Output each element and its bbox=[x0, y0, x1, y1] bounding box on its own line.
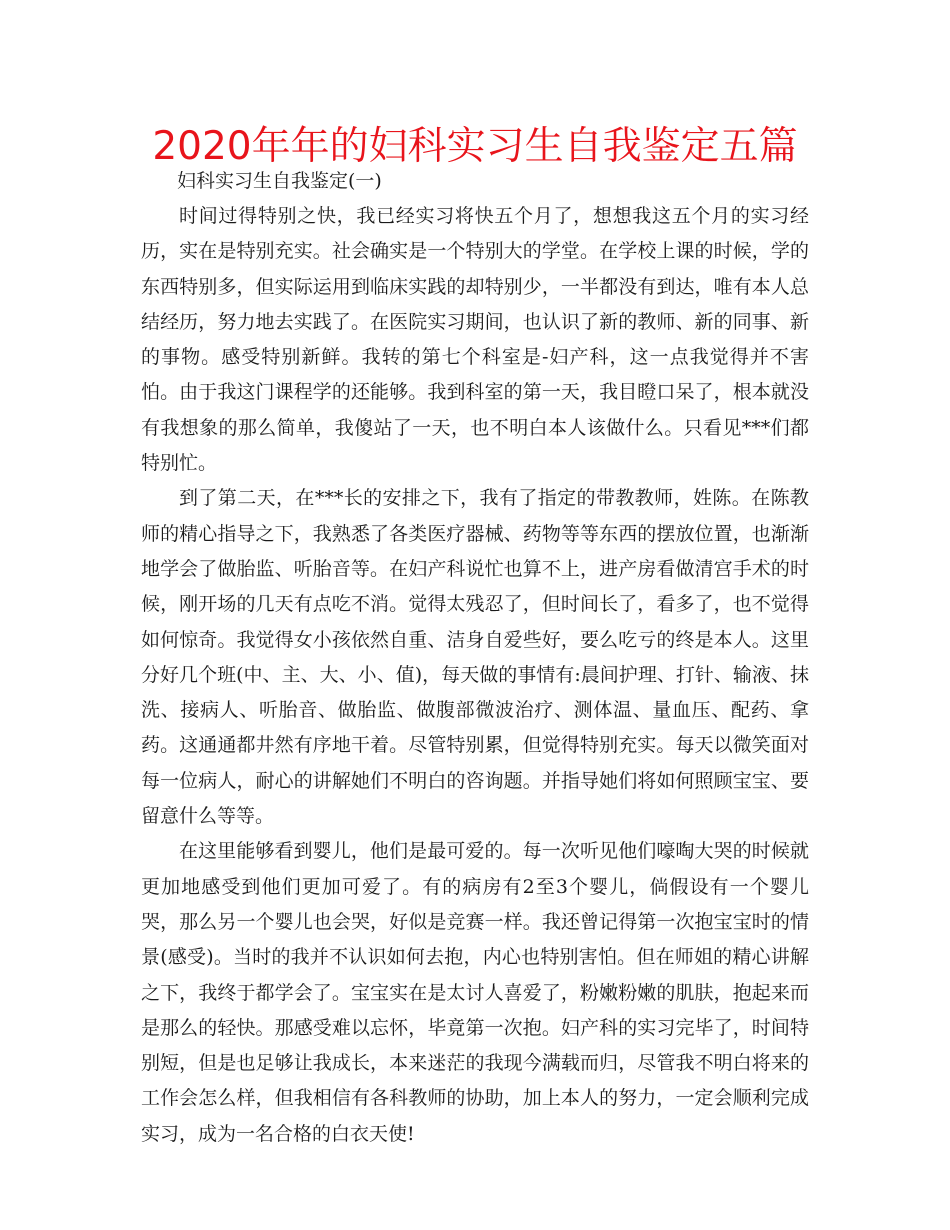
paragraph: 在这里能够看到婴儿，他们是最可爱的。每一次听见他们嚎啕大哭的时候就更加地感受到他们更加可爱了。有的病房有2至3个婴儿，倘假设有一个婴儿哭，那么另一个婴儿也会哭，好似是竞赛一样。我还曾记得第一次抱宝宝时的情景(感受)。当时的我并不认识如何去抱，内心也特别害怕。但在师姐的精心讲解之下，我终于都学会了。宝宝实在是太讨人喜爱了，粉嫩粉嫩的肌肤，抱起来而是那么的轻快。那感受难以忘怀，毕竟第一次抱。妇产科的实习完毕了，时间特别短，但是也足够让我成长，本来迷茫的我现今满载而归，尽管我不明白将来的工作会怎么样，但我相信有各科教师的协助，加上本人的努力，一定会顺利完成实习，成为一名合格的白衣天使! bbox=[141, 840, 809, 1145]
page-title: 2020年年的妇科实习生自我鉴定五篇 bbox=[152, 124, 798, 169]
document-body bbox=[141, 199, 809, 1152]
section-subtitle: 妇科实习生自我鉴定(一) bbox=[177, 170, 382, 192]
paragraph: 到了第二天，在***长的安排之下，我有了指定的带教教师，姓陈。在陈教师的精心指导之下，我熟悉了各类医疗器械、药物等等东西的摆放位置，也渐渐地学会了做胎监、听胎音等。在妇产科说忙也算不上，进产房看做清宫手术的时候，刚开场的几天有点吃不消。觉得太残忍了，但时间长了，看多了，也不觉得如何惊奇。我觉得女小孩依然自重、洁身自爱些好，要么吃亏的终是本人。这里分好几个班(中、主、大、小、值)，每天做的事情有:晨间护理、打针、输液、抹洗、接病人、听胎音、做胎监、做腹部微波治疗、测体温、量血压、配药、拿药。这通通都井然有序地干着。尽管特别累，但觉得特别充实。每天以微笑面对每一位病人，耐心的讲解她们不明白的咨询题。并指导她们将如何照顾宝宝、要留意什么等等。 bbox=[141, 487, 809, 828]
paragraph: 时间过得特别之快，我已经实习将快五个月了，想想我这五个月的实习经历，实在是特别充实。社会确实是一个特别大的学堂。在学校上课的时候，学的东西特别多，但实际运用到临床实践的却特别少，一半都没有到达，唯有本人总结经历，努力地去实践了。在医院实习期间，也认识了新的教师、新的同事、新的事物。感受特别新鲜。我转的第七个科室是-妇产科，这一点我觉得并不害怕。由于我这门课程学的还能够。我到科室的第一天，我目瞪口呆了，根本就没有我想象的那么简单，我傻站了一天，也不明白本人该做什么。只看见***们都特别忙。 bbox=[141, 205, 809, 475]
